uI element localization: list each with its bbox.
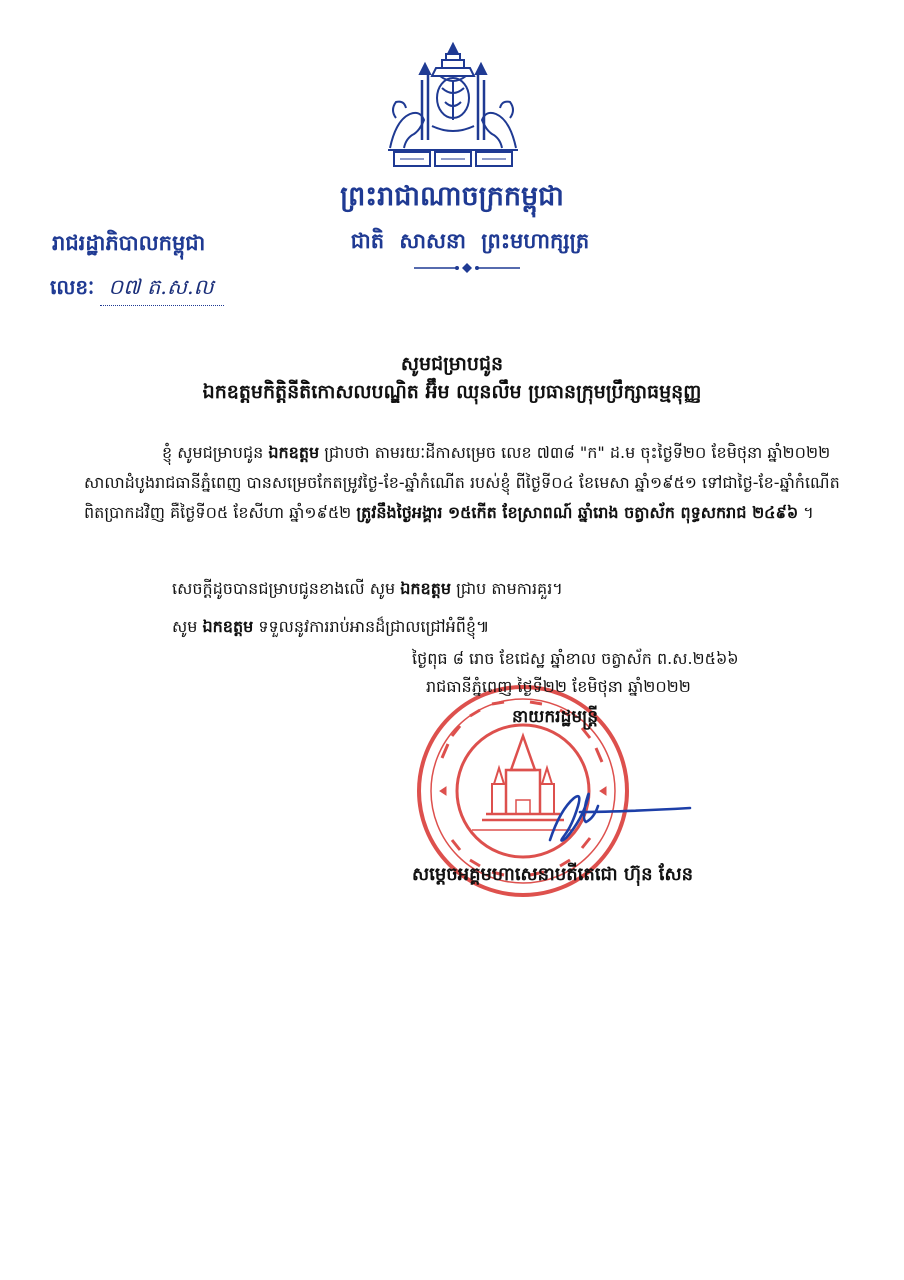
kingdom-title: ព្រះរាជាណាចក្រកម្ពុជា xyxy=(340,181,564,211)
body-paragraph-2 xyxy=(172,574,842,604)
text: ខ្ញុំ សូមជម្រាបជូន xyxy=(162,443,269,462)
text: សេចក្តីដូចបានជម្រាបជូនខាងលើ សូម xyxy=(172,579,401,598)
honorific: ឯកឧត្តម xyxy=(202,617,254,636)
royal-coat-of-arms-icon xyxy=(382,40,524,175)
national-motto: ជាតិ សាសនា ព្រះមហាក្សត្រ xyxy=(350,229,590,253)
signature-icon xyxy=(540,760,700,850)
text: ទទួលនូវការរាប់អានដ៏ជ្រាលជ្រៅអំពីខ្ញុំ៕ xyxy=(253,617,490,636)
ornament-divider-icon xyxy=(412,262,522,274)
text: ជ្រាបថា តាមរយៈដីកាសម្រេច លេខ ៧៣៨ "ក" ដ.ម ចុះថ្ងៃទី២០ ខែមិថុនា ឆ្នាំ២០២២ សាលាដំបូងរាជធានីភ្នំពេញ បានសម្រេចកែតម្រូវថ្ងៃ-ខែ-ឆ្នាំកំណើត របស់ខ្ញុំ ពីថ្ងៃទី០៤ ខែមេសា ឆ្នាំ១៩៥១ ទៅជាថ្ងៃ-ខែ-ឆ្នាំកំណើតពិតប្រាកដវិញ គឺថ្ងៃទី០៥ ខែសីហា ឆ្នាំ១៩៥២ xyxy=(84,443,840,522)
reference-label: លេខៈ xyxy=(50,277,95,299)
body-paragraph-3 xyxy=(172,612,842,642)
signer-name: សម្តេចអគ្គមហាសេនាបតីតេជោ ហ៊ុន សែន xyxy=(412,864,694,885)
text: សូម xyxy=(172,617,203,636)
text: ។ xyxy=(798,503,814,522)
lunar-birthdate: ត្រូវនឹងថ្ងៃអង្គារ ១៥កើត ខែស្រាពណ៍ ឆ្នាំរោង ចត្វាស័ក ពុទ្ធសករាជ ២៤៩៦ xyxy=(356,503,799,522)
honorific: ឯកឧត្តម xyxy=(400,579,451,598)
government-name: រាជរដ្ឋាភិបាលកម្ពុជា xyxy=(52,231,206,255)
recipient-name: ឯកឧត្តមកិត្តិនីតិកោសលបណ្ឌិត អ៊ឹម ឈុនលឹម ប្រធានក្រុមប្រឹក្សាធម្មនុញ្ញ xyxy=(202,381,702,403)
honorific: ឯកឧត្តម xyxy=(268,443,320,462)
signer-title: នាយករដ្ឋមន្ត្រី xyxy=(512,707,598,727)
reference-line xyxy=(50,274,224,306)
lunar-date: ថ្ងៃពុធ ៨ រោច ខែជេស្ឋ ឆ្នាំខាល ចត្វាស័ក ព.ស.២៥៦៦ xyxy=(412,649,739,668)
reference-number: ០៧ ត.ស.ល xyxy=(100,274,223,306)
body-paragraph-1 xyxy=(84,438,844,528)
text: ជ្រាប តាមការគួរ។ xyxy=(451,579,563,598)
place-and-date: រាជធានីភ្នំពេញ ថ្ងៃទី២២ ខែមិថុនា ឆ្នាំ២០២២ xyxy=(426,677,691,696)
recipient-salutation: សូមជម្រាបជូន xyxy=(400,353,504,375)
